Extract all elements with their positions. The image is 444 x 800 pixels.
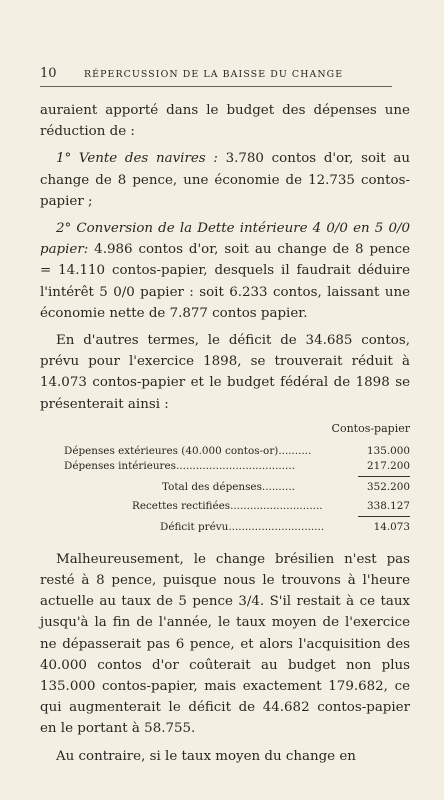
paragraph-continuation: auraient apporté dans le budget des dépenses une réduction de : bbox=[40, 103, 410, 140]
table-unit-label: Contos-papier bbox=[331, 421, 410, 435]
row-value: 338.127 bbox=[367, 499, 410, 512]
table-row bbox=[40, 459, 410, 474]
item-2-text: 4.986 contos d'or, soit au change de 8 pence = 14.110 contos-papier, desquels il faudrait déduire l'intérêt 5 0/0 papier : soit 6.233 contos, laissant une économie nette de 7.877 contos papier. bbox=[40, 242, 410, 321]
item-1-text: 3.780 contos d'or, soit au change de 8 pence, une économie de 12.735 contos-papier ; bbox=[40, 151, 410, 209]
row-label: Recettes rectifiées............................ bbox=[132, 499, 323, 512]
row-value: 14.073 bbox=[373, 520, 410, 533]
page-body bbox=[40, 100, 410, 773]
row-value: 135.000 bbox=[367, 444, 410, 457]
paragraph-item-1 bbox=[40, 148, 410, 212]
row-value: 352.200 bbox=[367, 480, 410, 493]
page-header bbox=[40, 66, 392, 87]
row-label: Dépenses intérieures.................................... bbox=[64, 459, 295, 472]
row-value: 217.200 bbox=[367, 459, 410, 472]
table-row bbox=[40, 480, 410, 495]
paragraph-summary: En d'autres termes, le déficit de 34.685 contos, prévu pour l'exercice 1898, se trouverait réduit à 14.073 contos-papier et le budget fédéral de 1898 se présenterait ainsi : bbox=[40, 333, 410, 412]
paragraph-item-2 bbox=[40, 218, 410, 324]
page-number: 10 bbox=[40, 66, 57, 81]
sum-rule bbox=[358, 476, 410, 477]
row-label: Déficit prévu............................. bbox=[160, 520, 325, 533]
row-label: Total des dépenses.......... bbox=[162, 480, 295, 493]
item-1-heading: 1° Vente des navires : bbox=[56, 151, 218, 167]
item-2-heading: 2° Conversion de la Dette intérieure 4 0/0 en 5 0/0 papier: bbox=[40, 221, 410, 258]
table-row bbox=[40, 499, 410, 514]
budget-table bbox=[40, 421, 410, 535]
table-row bbox=[40, 444, 410, 459]
difference-rule bbox=[358, 516, 410, 517]
table-row bbox=[40, 520, 410, 535]
paragraph-exchange-rate: Malheureusement, le change brésilien n'est pas resté à 8 pence, puisque nous le trouvons à l'heure actuelle au taux de 5 pence 3/4. S'il restait à ce taux jusqu'à la fin de l'année, le taux moyen de l'exercice ne dépasserait pas 6 pence, et alors l'acquisition des 40.000 contos d'or coûterait au budget non plus 135.000 contos-papier, mais exactement 179.682, ce qui augmenterait le déficit de 44.682 contos-papier en le portant à 58.755. bbox=[40, 551, 410, 737]
row-label: Dépenses extérieures (40.000 contos-or).......... bbox=[64, 444, 312, 457]
running-title: RÉPERCUSSION DE LA BAISSE DU CHANGE bbox=[84, 69, 344, 80]
paragraph-final: Au contraire, si le taux moyen du change en bbox=[56, 748, 356, 764]
